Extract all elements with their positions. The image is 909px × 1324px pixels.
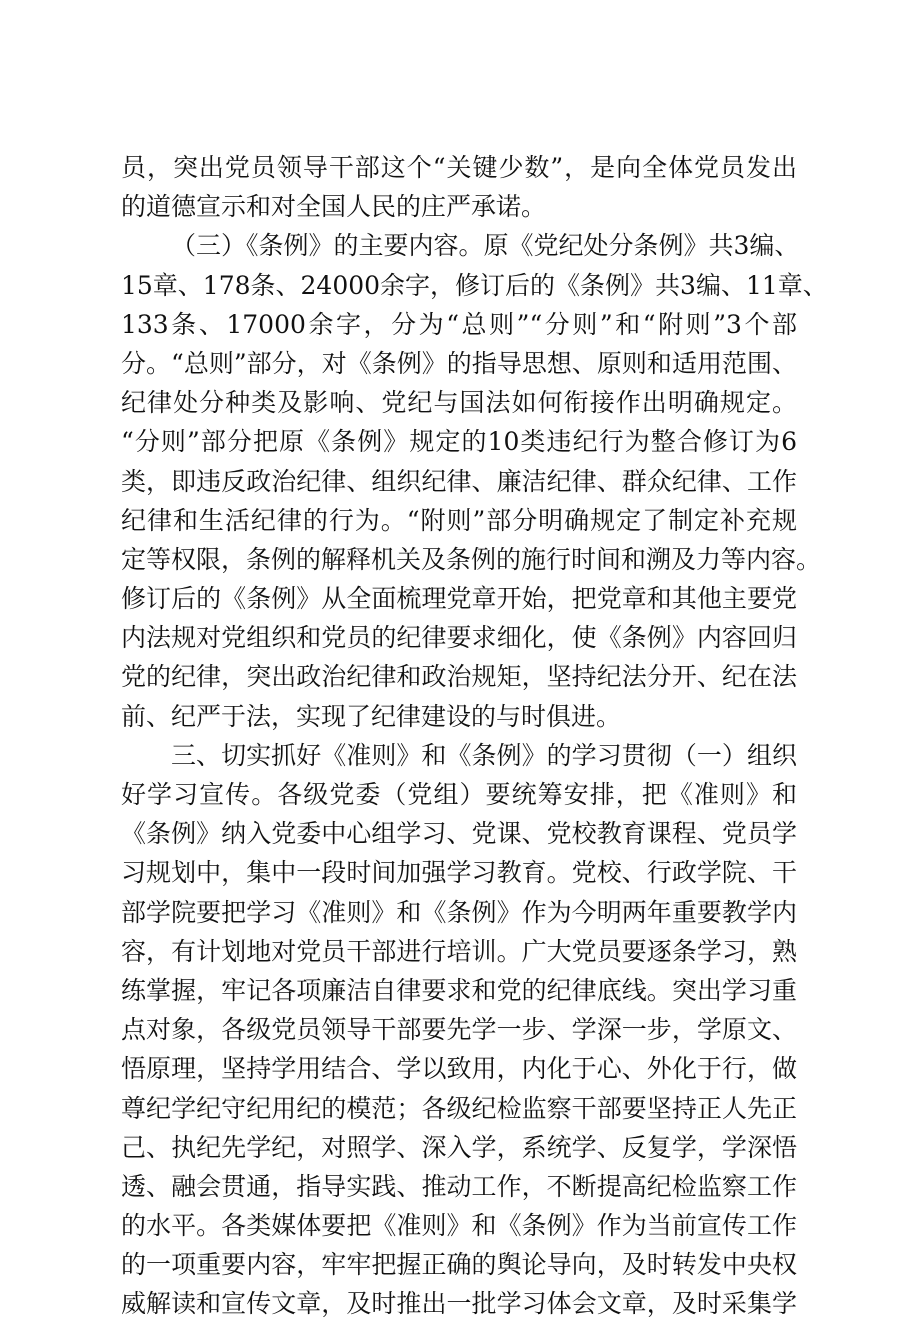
text-line: （三）《条例》的主要内容。原《党纪处分条例》共3编、: [171, 231, 800, 261]
text-line: 的一项重要内容，牢牢把握正确的舆论导向，及时转发中央权: [121, 1250, 797, 1280]
text-line: 纪律处分种类及影响、党纪与国法如何衔接作出明确规定。: [121, 388, 797, 418]
text-line: 三、切实抓好《准则》和《条例》的学习贯彻（一）组织: [171, 740, 797, 770]
text-line: “分则”部分把原《条例》规定的10类违纪行为整合修订为6: [121, 427, 797, 457]
text-line: 党的纪律，突出政治纪律和政治规矩，坚持纪法分开、纪在法: [121, 662, 797, 692]
text-line: 前、纪严于法，实现了纪律建设的与时俱进。: [121, 701, 622, 731]
text-line: 威解读和宣传文章，及时推出一批学习体会文章，及时采集学: [121, 1289, 797, 1319]
text-line: 透、融会贯通，指导实践、推动工作，不断提高纪检监察工作: [121, 1171, 797, 1201]
body-text: [121, 148, 828, 1324]
text-line: 习规划中，集中一段时间加强学习教育。党校、行政学院、干: [121, 858, 797, 888]
text-line: 的道德宣示和对全国人民的庄严承诺。: [121, 192, 547, 222]
text-line: 部学院要把学习《准则》和《条例》作为今明两年重要教学内: [121, 897, 797, 927]
text-line: 类，即违反政治纪律、组织纪律、廉洁纪律、群众纪律、工作: [121, 466, 797, 496]
text-line: 容，有计划地对党员干部进行培训。广大党员要逐条学习，熟: [121, 936, 797, 966]
text-line: 点对象，各级党员领导干部要先学一步、学深一步，学原文、: [121, 1015, 797, 1045]
text-line: 的水平。各类媒体要把《准则》和《条例》作为当前宣传工作: [121, 1211, 797, 1241]
text-line: 分。“总则”部分，对《条例》的指导思想、原则和适用范围、: [121, 348, 797, 378]
text-line: 定等权限，条例的解释机关及条例的施行时间和溯及力等内容。: [121, 544, 822, 574]
text-line: 悟原理，坚持学用结合、学以致用，内化于心、外化于行，做: [121, 1054, 797, 1084]
text-line: 133条、17000余字，分为“总则”“分则”和“附则”3个部: [121, 309, 797, 339]
text-line: 己、执纪先学纪，对照学、深入学，系统学、反复学，学深悟: [121, 1132, 797, 1162]
text-line: 员，突出党员领导干部这个“关键少数”，是向全体党员发出: [121, 153, 797, 182]
text-line: 练掌握，牢记各项廉洁自律要求和党的纪律底线。突出学习重: [121, 975, 797, 1005]
text-line: 纪律和生活纪律的行为。“附则”部分明确规定了制定补充规: [121, 505, 797, 535]
text-line: 好学习宣传。各级党委（党组）要统筹安排，把《准则》和: [121, 780, 797, 809]
text-line: 内法规对党组织和党员的纪律要求细化，使《条例》内容回归: [121, 623, 797, 653]
text-line: 15章、178条、24000余字，修订后的《条例》共3编、11章、: [121, 270, 828, 300]
text-line: 尊纪学纪守纪用纪的模范；各级纪检监察干部要坚持正人先正: [121, 1093, 797, 1123]
text-line: 《条例》纳入党委中心组学习、党课、党校教育课程、党员学: [121, 819, 797, 849]
text-line: 修订后的《条例》从全面梳理党章开始，把党章和其他主要党: [121, 584, 797, 614]
